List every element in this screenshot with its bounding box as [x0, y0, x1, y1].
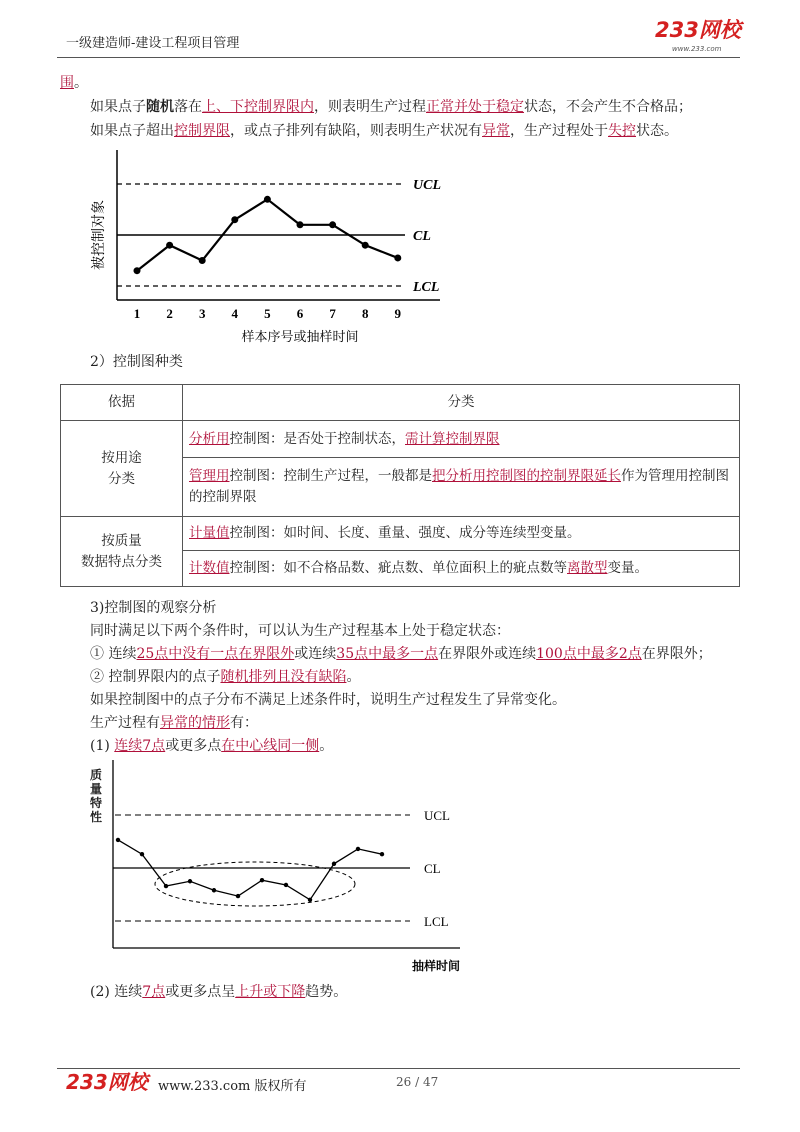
text-segment: 状态。: [636, 123, 678, 139]
data-point: [140, 852, 144, 856]
table-basis: 按用途 分类: [61, 421, 183, 517]
highlighted-text: 上、下控制界限内: [202, 99, 314, 115]
data-point: [308, 898, 312, 902]
data-point: [116, 838, 120, 842]
cl-label: CL: [424, 861, 441, 876]
highlighted-text: 分析用: [189, 430, 230, 447]
highlighted-text: 100点中最多2点: [536, 646, 642, 662]
table-basis: 按质量 数据特点分类: [61, 517, 183, 587]
y-axis-label: 被控制对象: [92, 200, 107, 270]
text-segment: 有：: [230, 715, 258, 731]
text-segment: (2) 连续: [90, 984, 143, 1000]
x-tick-label: 8: [361, 306, 369, 321]
data-point: [332, 862, 336, 866]
section-heading: 2）控制图种类: [90, 354, 183, 370]
brand-logo-url: www.233.com: [672, 45, 722, 53]
highlighted-text: 35点中最多一点: [336, 646, 439, 662]
brand-logo: 233网校: [655, 18, 741, 42]
data-point: [260, 878, 264, 882]
highlighted-text: 需计算控制界限: [405, 430, 500, 447]
x-tick-label: 4: [231, 306, 239, 321]
x-axis-label: 样本序号或抽样时间: [241, 329, 359, 344]
x-tick-label: 7: [329, 306, 336, 321]
table-header: 分类: [183, 385, 740, 421]
highlighted-text: 异常的情形: [160, 715, 230, 731]
text-segment: ，则表明生产过程: [314, 99, 426, 115]
cl-label: CL: [413, 229, 431, 244]
page-number: 26 / 47: [396, 1075, 439, 1089]
text-segment: 3)控制图的观察分析: [90, 600, 217, 616]
highlighted-text: 失控: [608, 123, 636, 139]
highlighted-text: 计量值: [189, 525, 230, 541]
highlighted-text: 控制界限: [174, 123, 230, 139]
text-segment: 或连续: [294, 646, 337, 662]
text-segment: (1): [90, 738, 115, 754]
x-tick-label: 6: [296, 306, 304, 321]
highlighted-text: 上升或下降: [235, 984, 306, 1000]
highlighted-text: 随机排列且没有缺陷: [220, 669, 347, 685]
text-segment: 。: [346, 669, 361, 685]
text-segment: 在界限外；: [641, 646, 712, 662]
data-point: [380, 852, 384, 856]
text-segment: 作为管理用控制图的控制界限: [189, 468, 729, 505]
highlighted-text: 管理用: [189, 468, 230, 484]
ucl-label: UCL: [424, 808, 450, 823]
y-axis-label: 质量特性: [89, 768, 102, 824]
text-segment: 。: [74, 75, 88, 91]
text-segment: 如果点子超出: [90, 123, 174, 139]
footer-logo: 233网校: [66, 1070, 148, 1094]
paragraph: [90, 982, 347, 1002]
table-header: 依据: [61, 385, 183, 421]
text-segment: 。: [319, 738, 334, 754]
highlighted-text: 计数值: [189, 560, 230, 576]
highlighted-text: 在中心线同一侧: [221, 738, 320, 754]
text-segment: 如果控制图中的点子分布不满足上述条件时，说明生产过程发生了异常变化。: [90, 692, 566, 708]
highlighted-text: 连续7点: [114, 738, 166, 754]
data-point: [212, 888, 216, 892]
footer-copyright: www.233.com 版权所有: [158, 1079, 307, 1094]
data-line: [118, 840, 382, 900]
lcl-label: LCL: [413, 280, 440, 295]
data-point: [284, 883, 288, 887]
text-segment: 同时满足以下两个条件时，可以认为生产过程基本上处于稳定状态：: [90, 623, 510, 639]
text-segment: 控制图：控制生产过程，一般都是: [229, 468, 432, 484]
text-segment: 控制图：如不合格品数、疵点数、单位面积上的疵点数等: [229, 560, 567, 576]
text-segment: 落在: [174, 99, 202, 115]
text-segment: 控制图：是否处于控制状态，: [229, 430, 405, 447]
x-tick-label: 1: [133, 306, 141, 321]
text-segment: ① 连续: [90, 646, 137, 662]
text-segment: ② 控制界限内的点子: [90, 669, 221, 685]
header-title: 一级建造师-建设工程项目管理: [66, 36, 240, 51]
x-tick-label: 2: [166, 306, 173, 321]
highlighted-text: 离散型: [567, 560, 608, 576]
x-tick-label: 3: [198, 306, 206, 321]
ucl-label: UCL: [413, 178, 441, 193]
footer-divider: [57, 1068, 740, 1069]
x-tick-label: 9: [394, 306, 402, 321]
data-point: [356, 847, 360, 851]
text-segment: 趋势。: [305, 984, 348, 1000]
text-segment: 状态，不会产生不合格品；: [524, 99, 692, 115]
text-segment: 变量。: [607, 560, 648, 576]
highlighted-text: 正常并处于稳定: [426, 99, 524, 115]
data-point: [164, 884, 168, 888]
text-segment: 生产过程有: [90, 715, 160, 731]
x-axis-label: 抽样时间: [411, 959, 461, 973]
highlighted-text: 7点: [142, 984, 166, 1000]
data-point: [236, 894, 240, 898]
text-segment: 控制图：如时间、长度、重量、强度、成分等连续型变量。: [229, 525, 581, 541]
text-segment: 或更多点呈: [165, 984, 236, 1000]
text-segment: ，或点子排列有缺陷，则表明生产状况有: [230, 123, 482, 139]
highlighted-text: 把分析用控制图的控制界限延长: [432, 468, 621, 484]
highlighted-text: 异常: [482, 123, 510, 139]
highlighted-text: 25点中没有一点在界限外: [136, 646, 295, 662]
text-segment: 在界限外或连续: [438, 646, 537, 662]
text-segment: 如果点子: [90, 99, 146, 115]
x-tick-label: 5: [264, 306, 271, 321]
data-point: [188, 879, 192, 883]
lcl-label: LCL: [424, 914, 449, 929]
highlighted-text: 围: [60, 75, 74, 91]
text-segment: 随机: [146, 99, 174, 115]
text-segment: ，生产过程处于: [510, 123, 608, 139]
text-segment: 或更多点: [165, 738, 222, 754]
